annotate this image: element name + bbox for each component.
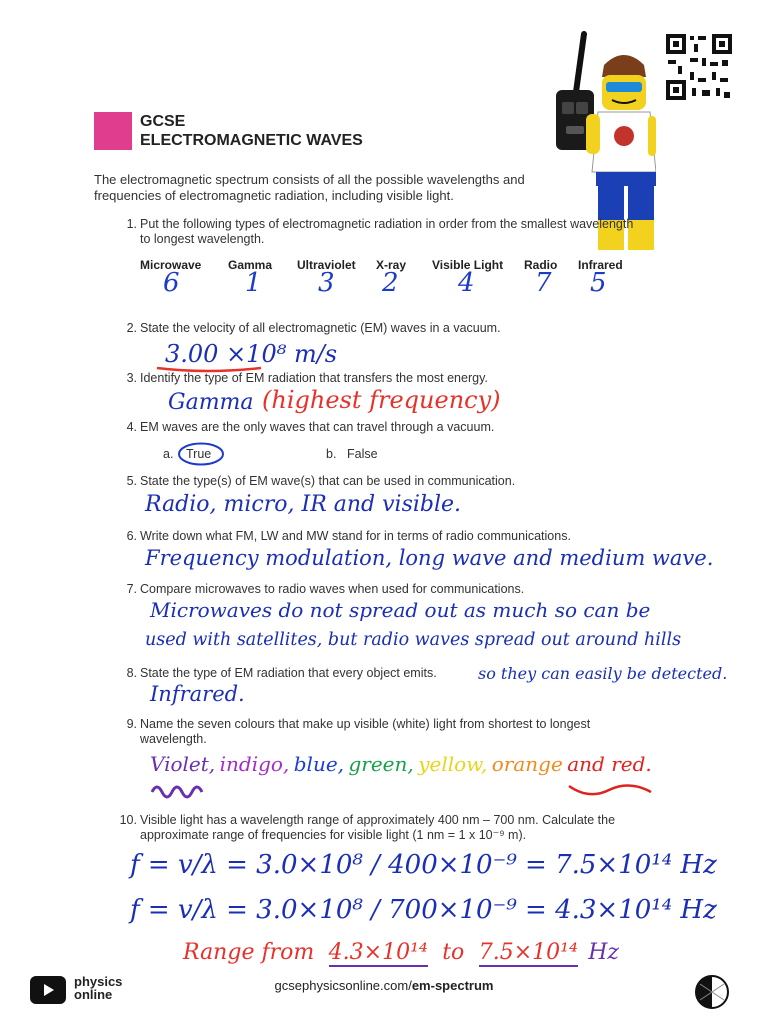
- intro-text: The electromagnetic spectrum consists of all the possible wavelengths and frequencies of electromagnetic radiation, including visible light.: [94, 172, 525, 203]
- q4-option-a-letter: a.: [163, 447, 174, 461]
- q1-answer-infrared: 5: [590, 268, 607, 298]
- q4-option-a: True: [186, 447, 212, 461]
- q10-calc-line1: f = v/λ = 3.0×10⁸ / 400×10⁻⁹ = 7.5×10¹⁴ Hz: [130, 850, 717, 880]
- q4-option-b: False: [347, 447, 378, 461]
- colour-yellow: yellow,: [418, 752, 488, 776]
- brand-square: [94, 112, 132, 150]
- q1-label-radio: Radio: [524, 258, 558, 272]
- q1-label-gamma: Gamma: [228, 258, 273, 272]
- q1-answer-microwave: 6: [163, 268, 180, 298]
- q1-label-ultraviolet: Ultraviolet: [297, 258, 356, 272]
- q1-label-visible-light: Visible Light: [432, 258, 504, 272]
- question-1: 1. Put the following types of electromagnetic radiation in order from the smallest wavelength to longest wavelength.: [126, 217, 634, 246]
- q4-option-b-letter: b.: [326, 447, 337, 461]
- q1-answer-radio: 7: [535, 268, 552, 298]
- q1-answer-ultraviolet: 3: [318, 268, 335, 298]
- q6-answer: Frequency modulation, long wave and medium wave.: [145, 546, 714, 570]
- q10-range: Range from 4.3×10¹⁴ to 7.5×10¹⁴ Hz: [183, 940, 620, 965]
- q4-answer-circle: [176, 441, 226, 467]
- colour-indigo: indigo,: [219, 752, 290, 776]
- brand-name: physics online: [74, 974, 123, 1002]
- q1-label-microwave: Microwave: [140, 258, 202, 272]
- q1-answer-visible-light: 4: [458, 268, 475, 298]
- q1-answer-gamma: 1: [245, 268, 262, 298]
- range-high: 7.5×10¹⁴: [478, 940, 578, 965]
- colour-green: green,: [348, 752, 414, 776]
- q5-answer: Radio, micro, IR and visible.: [145, 492, 462, 517]
- page-title: GCSE ELECTROMAGNETIC WAVES: [140, 113, 363, 149]
- violet-squiggle: [150, 782, 210, 802]
- q2-answer: 3.00 ×10⁸ m/s: [165, 340, 338, 368]
- q7-answer-line2: used with satellites, but radio waves spread out around hills: [145, 630, 682, 650]
- colour-orange: orange: [491, 752, 563, 776]
- range-low: 4.3×10¹⁴: [328, 940, 428, 965]
- q1-answer-xray: 2: [382, 268, 399, 298]
- q9-answer: [150, 752, 652, 776]
- q3-answer-note: (highest frequency): [262, 386, 501, 414]
- colour-red: and red.: [567, 752, 652, 776]
- q7-answer-line1: Microwaves do not spread out as much so can be: [150, 598, 651, 622]
- q3-answer: Gamma: [168, 390, 254, 415]
- q10-calc-line2: f = v/λ = 3.0×10⁸ / 700×10⁻⁹ = 4.3×10¹⁴ Hz: [130, 895, 717, 925]
- colour-blue: blue,: [293, 752, 345, 776]
- spectrum-logo-icon: [694, 974, 730, 1010]
- colour-violet: Violet,: [150, 752, 216, 776]
- q1-label-xray: X-ray: [376, 258, 407, 272]
- q1-label-infrared: Infrared: [578, 258, 623, 272]
- q7-answer-line3: so they can easily be detected.: [478, 664, 728, 683]
- red-squiggle: [565, 780, 655, 800]
- q8-answer: Infrared.: [150, 682, 245, 706]
- footer-url[interactable]: gcsephysicsonline.com/em-spectrum: [274, 978, 494, 993]
- qr-code: [664, 32, 734, 102]
